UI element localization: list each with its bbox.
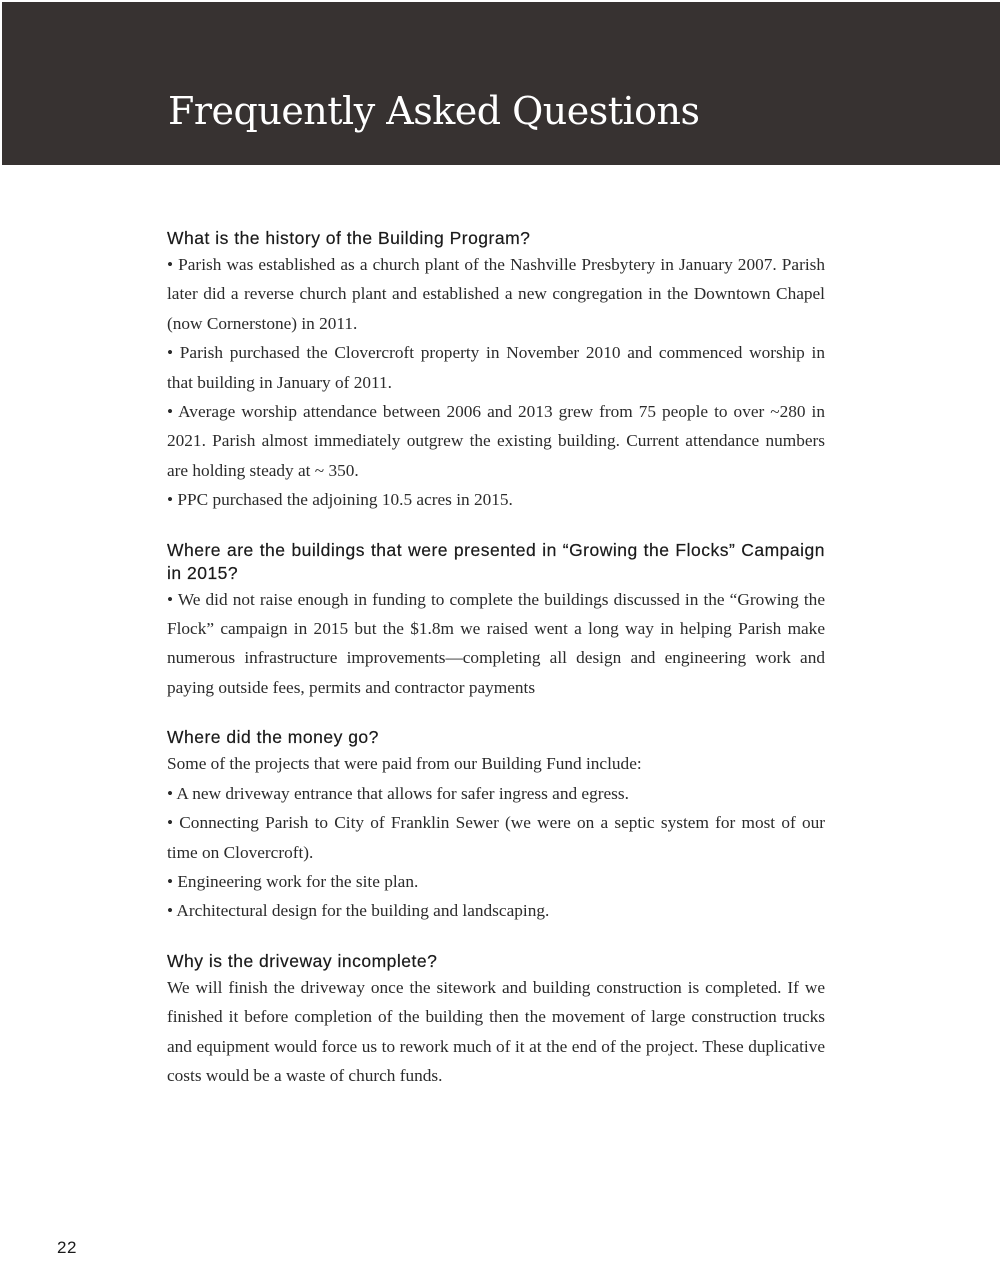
faq-question: Where did the money go? bbox=[167, 727, 379, 748]
faq-answer-paragraph: • PPC purchased the adjoining 10.5 acres in 2015. bbox=[167, 490, 513, 510]
faq-section-history bbox=[167, 226, 825, 515]
faq-answer-paragraph: • A new driveway entrance that allows for safer ingress and egress. bbox=[167, 783, 629, 803]
faq-section-money bbox=[167, 725, 825, 925]
page-number: 22 bbox=[57, 1238, 77, 1257]
faq-question: Where are the buildings that were presented in “Growing the Flocks” Campaign in 2015? bbox=[167, 539, 825, 583]
header-band bbox=[2, 2, 1000, 165]
faq-answer-paragraph: We will finish the driveway once the sitework and building construction is completed. If we finished it before completion of the building then the movement of large construction trucks and equipment would force us to rework much of it at the end of the project. These duplicative costs would be a waste of church funds. bbox=[167, 977, 825, 1085]
faq-section-buildings bbox=[167, 538, 825, 703]
faq-answer-paragraph: • Engineering work for the site plan. bbox=[167, 871, 419, 891]
faq-answer-paragraph: • Parish purchased the Clovercroft property in November 2010 and commenced worship in that building in January of 2011. bbox=[167, 343, 825, 392]
faq-question: What is the history of the Building Program? bbox=[167, 228, 531, 248]
faq-answer-paragraph: Some of the projects that were paid from our Building Fund include: bbox=[167, 754, 642, 774]
faq-answer-paragraph: • We did not raise enough in funding to complete the buildings discussed in the “Growing the Flock” campaign in 2015 but the $1.8m we raised went a long way in helping Parish make numerous infrastructure improvements—completing all design and engineering work and paying outside fees, permits and contractor payments bbox=[167, 589, 825, 697]
faq-answer-paragraph: • Connecting Parish to City of Franklin Sewer (we were on a septic system for most of our time on Clovercroft). bbox=[167, 813, 825, 862]
faq-answer-paragraph: • Average worship attendance between 2006 and 2013 grew from 75 people to over ~280 in 2021. Parish almost immediately outgrew the existing building. Current attendance numbers are holding steady at ~ 350. bbox=[167, 402, 825, 480]
page-title: Frequently Asked Questions bbox=[168, 89, 700, 133]
faq-answer-paragraph: • Parish was established as a church plant of the Nashville Presbytery in January 2007. Parish later did a reverse church plant and established a new congregation in the Downtown Chapel (now Cornerstone) in 2011. bbox=[167, 255, 825, 333]
faq-content bbox=[167, 226, 825, 1113]
faq-section-driveway bbox=[167, 949, 825, 1091]
faq-answer-paragraph: • Architectural design for the building and landscaping. bbox=[167, 901, 550, 921]
faq-question: Why is the driveway incomplete? bbox=[167, 950, 438, 971]
